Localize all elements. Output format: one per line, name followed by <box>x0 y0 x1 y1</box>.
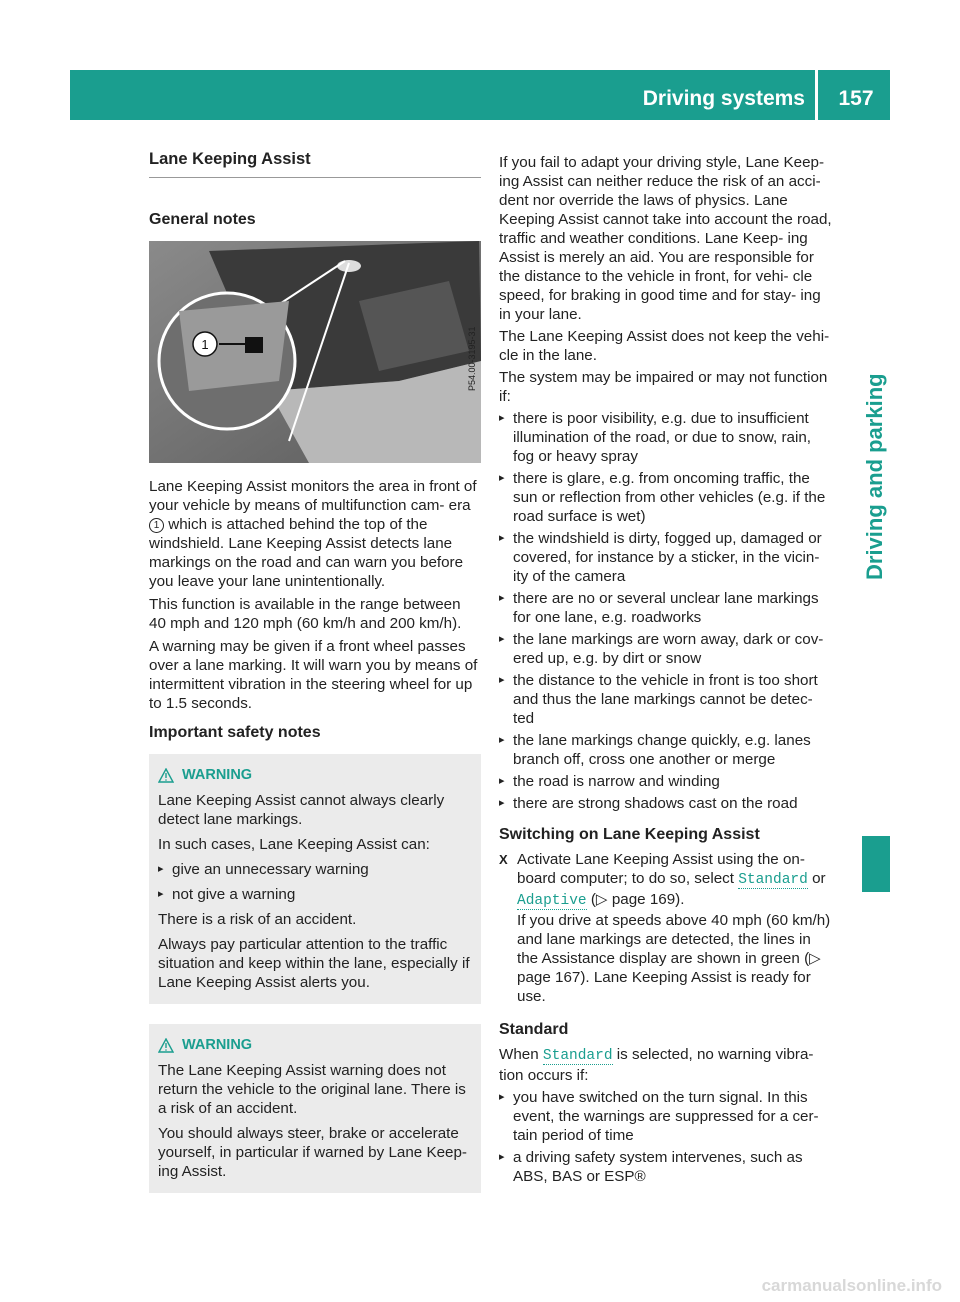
windshield-camera-figure <box>149 241 481 463</box>
general-notes-heading: General notes <box>149 211 256 228</box>
standard-heading: Standard <box>499 1021 569 1038</box>
std-rest: is selected, no warning vibra- tion occurs if: <box>499 1046 814 1084</box>
car-illustration <box>149 241 481 463</box>
page-ref-167[interactable]: (▷ page 167). Lane Keeping Assist is ready for use. <box>517 950 821 1005</box>
list-item: ▸ you have switched on the turn signal. In this event, the warnings are suppressed for a cer- tain period of time <box>499 1088 834 1145</box>
watermark: carmanualsonline.info <box>761 1276 942 1295</box>
step-text-b: If you drive at speeds above 40 mph (60 km/h) and lane markings are detected, the lines in the Assistance display are shown in green <box>517 912 831 967</box>
left-column <box>149 150 481 1193</box>
chapter-tab-label: Driving and parking <box>862 373 887 580</box>
warning-triangle-icon <box>158 1038 174 1053</box>
callout-ref-1: 1 <box>149 518 164 533</box>
list-item: ▸ there are no or several unclear lane markings for one lane, e.g. roadworks <box>499 589 834 627</box>
figure-code: P54.00-3195-31 <box>467 326 477 391</box>
range-paragraph: This function is available in the range between 40 mph and 120 mph (60 km/h and 200 km/h). <box>149 596 462 632</box>
list-item: ▸ there is glare, e.g. from oncoming traffic, the sun or reflection from other vehicles (e.g. if the road surface is wet) <box>499 469 834 526</box>
standard-option: Standard <box>542 1048 613 1064</box>
warning-box-1 <box>149 754 481 1004</box>
right-column <box>499 153 834 1186</box>
list-item: ▸ the windshield is dirty, fogged up, damaged or covered, for instance by a sticker, in the vicin- ity of the camera <box>499 529 834 586</box>
step-text-a: Activate Lane Keeping Assist using the on- board computer; to do so, select <box>517 851 805 887</box>
list-item: ▸ not give a warning <box>158 885 473 904</box>
page-header <box>70 70 890 120</box>
list-item: ▸ there are strong shadows cast on the road <box>499 794 834 813</box>
page-number: 157 <box>838 87 874 110</box>
warning-1-text-2: In such cases, Lane Keeping Assist can: <box>158 836 430 853</box>
list-item: ▸ there is poor visibility, e.g. due to insufficient illumination of the road, or due to snow, rain, fog or heavy spray <box>499 409 834 466</box>
intro-text-a: Lane Keeping Assist monitors the area in front of your vehicle by means of multifunction cam- era <box>149 478 477 514</box>
warning-triangle-icon <box>158 768 174 783</box>
callout-1-label: 1 <box>201 337 209 352</box>
standard-paragraph <box>499 1045 834 1085</box>
warning-2-text-2: You should always steer, brake or accelerate yourself, in particular if warned by Lane Keep- ing Assist. <box>158 1125 467 1180</box>
warning-2-header <box>158 1036 473 1055</box>
warning-2-title: WARNING <box>182 1037 253 1053</box>
step-or: or <box>812 870 826 887</box>
warning-2-text-1: The Lane Keeping Assist warning does not return the vehicle to the original lane. There is a risk of an accident. <box>158 1062 466 1117</box>
section-title: Driving systems <box>643 70 818 120</box>
warning-1-text-3: There is a risk of an accident. <box>158 911 357 928</box>
chapter-tab-marker <box>862 836 890 892</box>
warning-box-2 <box>149 1024 481 1193</box>
intro-text-b: which is attached behind the top of the windshield. Lane Keeping Assist detects lane markings on the road and can warn you before you leave your lane unintentionally. <box>149 516 464 590</box>
intro-paragraph <box>149 477 481 591</box>
responsibility-paragraph: If you fail to adapt your driving style, Lane Keep- ing Assist can neither reduce the risk of an acci- dent nor override the laws of physics. Lane Keeping Assist cannot take into account the road, traffic and weather conditions. Lane Keep- ing Assist is merely an aid. You are responsible for the distance to the vehicle in front, for vehi- cle speed, for braking in good time and for stay- ing in your lane. <box>499 154 832 323</box>
warning-1-title: WARNING <box>182 767 253 783</box>
warning-1-text-1: Lane Keeping Assist cannot always clearly detect lane markings. <box>158 792 445 828</box>
warning-1-header <box>158 766 473 785</box>
safety-notes-heading: Important safety notes <box>149 724 321 741</box>
page-ref-169[interactable]: (▷ page 169). <box>590 891 685 908</box>
list-item: ▸ give an unnecessary warning <box>158 860 473 879</box>
lane-paragraph: The Lane Keeping Assist does not keep the vehi- cle in the lane. <box>499 328 830 364</box>
warning-1-text-4: Always pay particular attention to the traffic situation and keep within the lane, especially if Lane Keeping Assist alerts you. <box>158 936 470 991</box>
warning-behavior-paragraph: A warning may be given if a front wheel passes over a lane marking. It will warn you by means of intermittent vibration in the steering wheel for up to 1.5 seconds. <box>149 638 478 712</box>
section-heading: Lane Keeping Assist <box>149 150 481 178</box>
impaired-paragraph: The system may be impaired or may not function if: <box>499 369 828 405</box>
adaptive-link[interactable]: Adaptive <box>517 893 587 909</box>
instruction-step <box>499 850 834 1006</box>
list-item: ▸ the lane markings are worn away, dark or cov- ered up, e.g. by dirt or snow <box>499 630 834 668</box>
list-item: ▸ the road is narrow and winding <box>499 772 834 791</box>
list-item: ▸ a driving safety system intervenes, such as ABS, BAS or ESP® <box>499 1148 834 1186</box>
std-when: When <box>499 1046 539 1063</box>
switching-on-heading: Switching on Lane Keeping Assist <box>499 826 760 843</box>
list-item: ▸ the distance to the vehicle in front is too short and thus the lane markings cannot be detec- ted <box>499 671 834 728</box>
list-item: ▸ the lane markings change quickly, e.g. lanes branch off, cross one another or merge <box>499 731 834 769</box>
standard-link[interactable]: Standard <box>738 872 808 888</box>
